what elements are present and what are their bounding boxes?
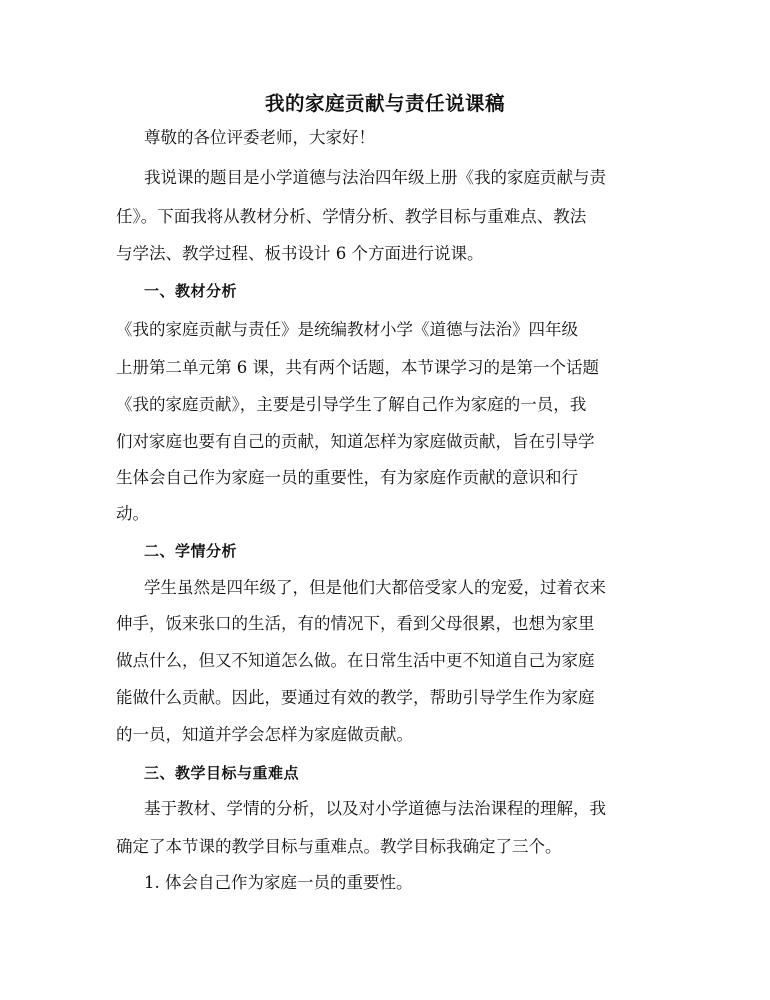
- intro-line-1: 我说课的题目是小学道德与法治四年级上册《我的家庭贡献与责: [144, 168, 606, 187]
- section1-line-6: 动。: [116, 504, 149, 523]
- greeting: 尊敬的各位评委老师，大家好！: [144, 128, 375, 147]
- section2-line-5: 的一员，知道并学会怎样为家庭做贡献。: [116, 725, 413, 744]
- section2-line-1: 学生虽然是四年级了，但是他们大都倍受家人的宠爱，过着衣来: [144, 578, 606, 597]
- intro-line-3: 与学法、教学过程、板书设计 6 个方面进行说课。: [116, 244, 484, 263]
- section2-line-4: 能做什么贡献。因此，要通过有效的教学，帮助引导学生作为家庭: [116, 688, 595, 707]
- goal-item-1: 1. 体会自己作为家庭一员的重要性。: [144, 873, 413, 892]
- section3-line-1: 基于教材、学情的分析，以及对小学道德与法治课程的理解，我: [144, 799, 606, 818]
- document-title: 我的家庭贡献与责任说课稿: [264, 92, 505, 115]
- section1-line-1: 《我的家庭贡献与责任》是统编教材小学《道德与法治》四年级: [116, 320, 578, 339]
- section-heading-textbook-analysis: 一、教材分析: [144, 282, 238, 300]
- section2-line-3: 做点什么，但又不知道怎么做。在日常生活中更不知道自己为家庭: [116, 651, 595, 670]
- section1-line-5: 生体会自己作为家庭一员的重要性，有为家庭作贡献的意识和行: [116, 468, 578, 487]
- section-heading-student-analysis: 二、学情分析: [144, 542, 238, 560]
- section1-line-2: 上册第二单元第 6 课，共有两个话题，本节课学习的是第一个话题: [116, 358, 599, 377]
- section1-line-3: 《我的家庭贡献》，主要是引导学生了解自己作为家庭的一员，我: [116, 395, 587, 414]
- section-heading-teaching-goals: 三、教学目标与重难点: [144, 764, 300, 782]
- section1-line-4: 们对家庭也要有自己的贡献，知道怎样为家庭做贡献，旨在引导学: [116, 432, 595, 451]
- intro-line-2: 任》。下面我将从教材分析、学情分析、教学目标与重难点、教法: [116, 207, 587, 226]
- section2-line-2: 伸手，饭来张口的生活，有的情况下，看到父母很累，也想为家里: [116, 614, 595, 633]
- section3-line-2: 确定了本节课的教学目标与重难点。教学目标我确定了三个。: [116, 837, 562, 856]
